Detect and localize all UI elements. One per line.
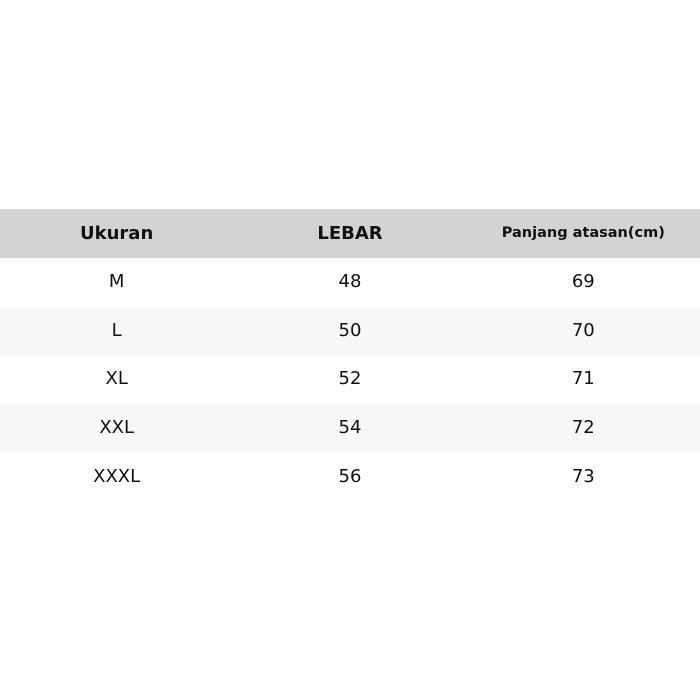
- size-chart-table: [0, 209, 700, 501]
- cell-length: 71: [571, 368, 595, 390]
- table-header-row: [0, 209, 700, 258]
- cell-width: 54: [338, 417, 362, 439]
- cell-width: 50: [338, 319, 362, 341]
- cell-size: XXXL: [93, 465, 141, 487]
- table-row: [0, 307, 700, 356]
- cell-length: 70: [571, 319, 595, 341]
- cell-length: 73: [571, 465, 595, 487]
- cell-size: M: [108, 271, 125, 293]
- header-top-length: Panjang atasan(cm): [501, 225, 665, 242]
- header-size: Ukuran: [80, 222, 154, 244]
- cell-width: 48: [338, 271, 362, 293]
- table-row: [0, 258, 700, 307]
- cell-length: 72: [571, 417, 595, 439]
- cell-size: XL: [105, 368, 128, 390]
- cell-width: 52: [338, 368, 362, 390]
- table-row: [0, 355, 700, 404]
- table-row: [0, 452, 700, 501]
- cell-size: L: [111, 319, 122, 341]
- cell-length: 69: [571, 271, 595, 293]
- cell-width: 56: [338, 465, 362, 487]
- cell-size: XXL: [99, 417, 135, 439]
- table-row: [0, 404, 700, 453]
- header-width: LEBAR: [317, 222, 383, 244]
